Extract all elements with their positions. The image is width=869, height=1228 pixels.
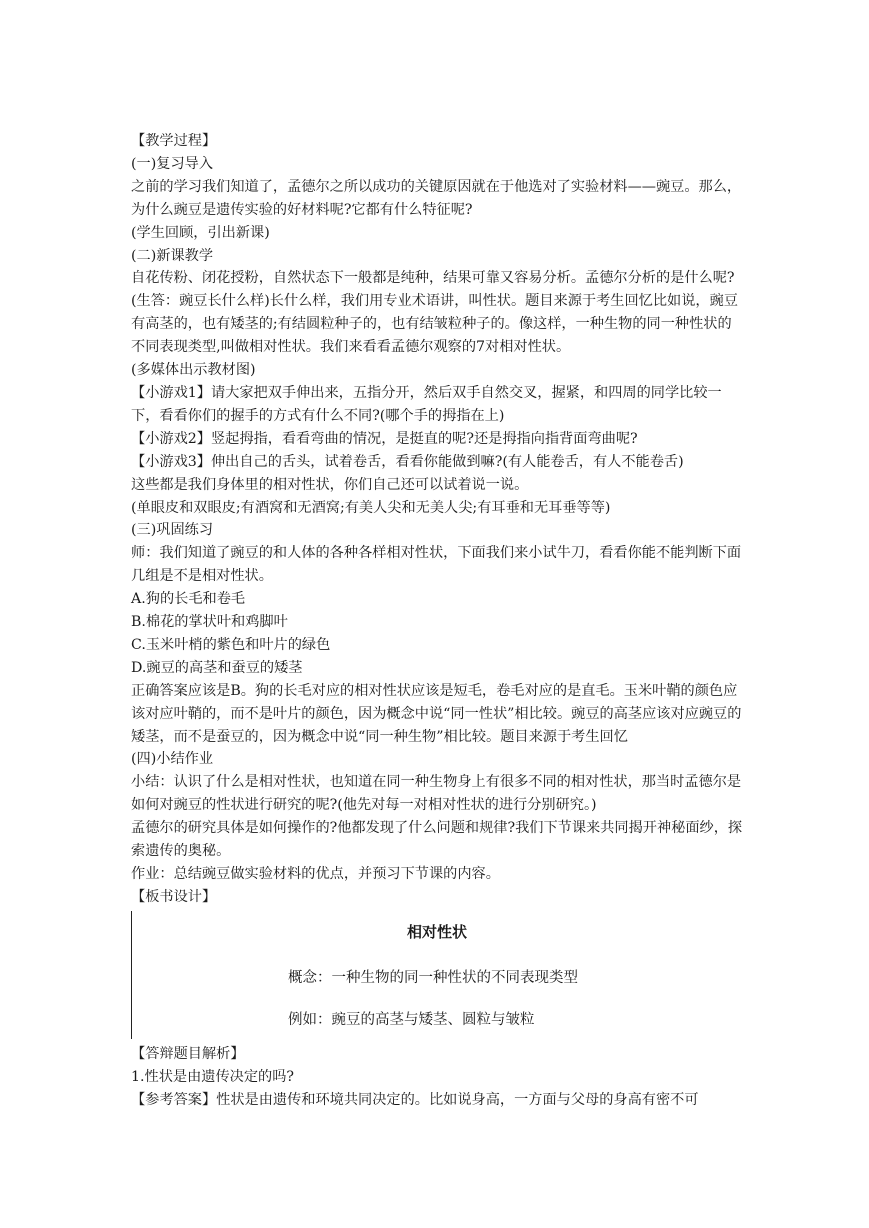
paragraph-game-2: 【小游戏2】竖起拇指，看看弯曲的情况，是挺直的呢?还是拇指向指背面弯曲呢? [131,430,638,447]
board-title: 相对性状 [406,922,467,941]
paragraph: 之前的学习我们知道了，孟德尔之所以成功的关键原因就在于他选对了实验材料——豌豆。那么，为什么豌豆是遗传实验的好材料呢?它都有什么特征呢? [131,178,742,218]
section-heading-teaching-process: 【教学过程】 [131,133,217,149]
paragraph-answer: 正确答案应该是B。狗的长毛对应的相对性状应该是短毛，卷毛对应的是直毛。玉米叶鞘的颜色应该对应叶鞘的，而不是叶片的颜色，因为概念中说“同一性状”相比较。豌豆的高茎应该对应豌豆的矮茎，而不是蚕豆的，因为概念中说“同一种生物”相比较。题目来源于考生回忆 [131,682,742,745]
paragraph: 这些都是我们身体里的相对性状，你们自己还可以试着说一说。 [131,476,529,493]
board-design-box [131,911,743,1039]
paragraph: (学生回顾，引出新课) [131,224,270,241]
paragraph-homework: 作业：总结豌豆做实验材料的优点，并预习下节课的内容。 [131,866,500,882]
subsection-new-lesson: (二)新课教学 [131,247,214,264]
paragraph: 师：我们知道了豌豆的和人体的各种各样相对性状，下面我们来小试牛刀，看看你能不能判断下面几组是不是相对性状。 [131,545,742,585]
paragraph: (多媒体出示教材图) [131,362,256,379]
reference-answer: 【参考答案】性状是由遗传和环境共同决定的。比如说身高，一方面与父母的身高有密不可 [131,1091,699,1108]
option-d: D.豌豆的高茎和蚕豆的矮茎 [131,659,303,676]
subsection-practice: (三)巩固练习 [131,522,214,539]
option-b: B.棉花的掌状叶和鸡脚叶 [131,614,288,631]
subsection-review-intro: (一)复习导入 [131,155,214,172]
paragraph: (单眼皮和双眼皮;有酒窝和无酒窝;有美人尖和无美人尖;有耳垂和无耳垂等等) [131,499,611,516]
paragraph: 孟德尔的研究具体是如何操作的?他都发现了什么问题和规律?我们下节课来共同揭开神秘面纱，探索遗传的奥秘。 [131,820,743,860]
paragraph: 自花传粉、闭花授粉，自然状态下一般都是纯种，结果可靠又容易分析。孟德尔分析的是什么呢?(生答：豌豆长什么样)长什么样，我们用专业术语讲，叫性状。题目来源于考生回忆比如说，豌豆有高茎的，也有矮茎的;有结圆粒种子的，也有结皱粒种子的。像这样，一种生物的同一种性状的不同表现类型,叫做相对性状。我们来看看孟德尔观察的7对相对性状。 [131,270,738,356]
option-a: A.狗的长毛和卷毛 [131,591,246,608]
section-heading-defense: 【答辩题目解析】 [131,1045,245,1062]
question-1: 1.性状是由遗传决定的吗? [131,1068,295,1085]
document-body [131,130,743,1112]
subsection-summary: (四)小结作业 [131,751,214,768]
section-heading-board-design: 【板书设计】 [131,888,217,905]
option-c: C.玉米叶梢的紫色和叶片的绿色 [131,636,331,653]
paragraph-game-3: 【小游戏3】伸出自己的舌头，试着卷舌，看看你能做到嘛?(有人能卷舌，有人不能卷舌) [131,453,684,470]
board-concept: 概念：一种生物的同一种性状的不同表现类型 [288,969,578,986]
board-example: 例如：豌豆的高茎与矮茎、圆粒与皱粒 [288,1011,535,1028]
paragraph: 小结：认识了什么是相对性状，也知道在同一种生物身上有很多不同的相对性状，那当时孟德尔是如何对豌豆的性状进行研究的呢?(他先对每一对相对性状的进行分别研究。) [131,774,742,814]
paragraph-game-1: 【小游戏1】请大家把双手伸出来，五指分开，然后双手自然交叉，握紧，和四周的同学比较一下，看看你们的握手的方式有什么不同?(哪个手的拇指在上) [131,384,722,424]
